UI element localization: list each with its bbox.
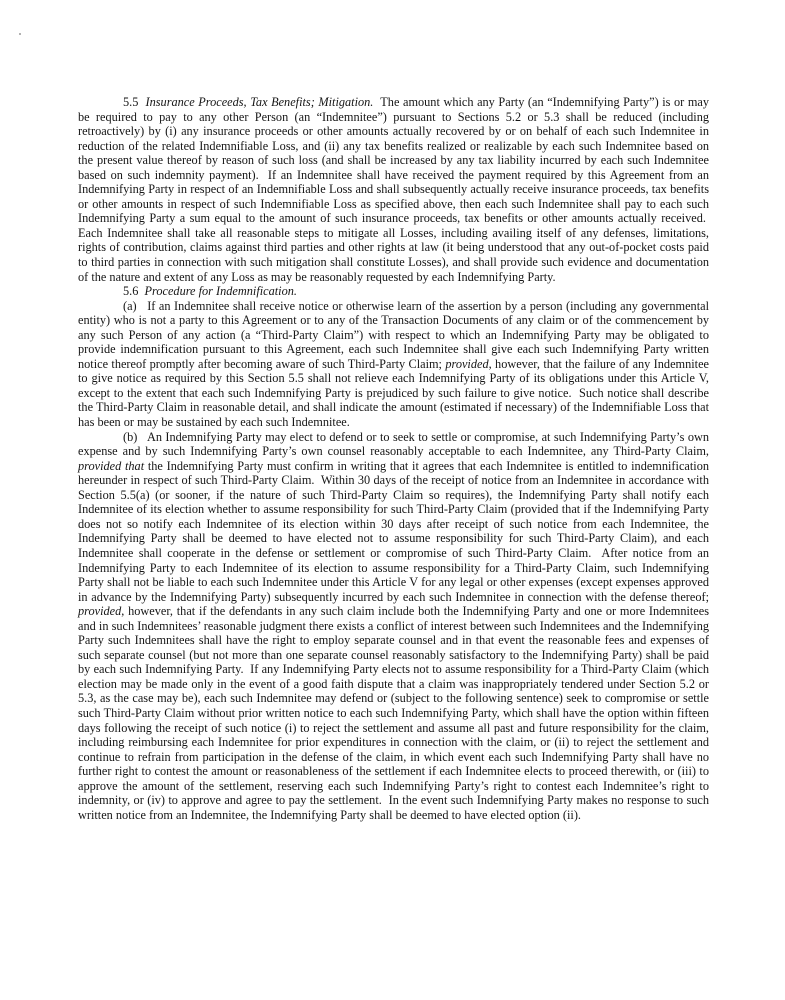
scan-artifact-dot	[19, 33, 21, 35]
document-text-block	[78, 95, 709, 822]
section-5-5-paragraph: 5.5 Insurance Proceeds, Tax Benefits; Mitigation. The amount which any Party (an “Indemnifying Party”) is or may be required to pay to any other Person (an “Indemnitee”) pursuant to Sections 5.2 or 5.3 shall be reduced (including retroactively) by (i) any insurance proceeds or other amounts actually recovered by or on behalf of each such Indemnitee in reduction of the related Indemnifiable Loss, and (ii) any tax benefits realized or realizable by each such Indemnitee based on the present value thereof by reason of such loss (and shall be increased by any tax liability incurred by each such Indemnitee based on such indemnity payment). If an Indemnitee shall have received the payment required by this Agreement from an Indemnifying Party in respect of an Indemnifiable Loss and shall subsequently actually receive insurance proceeds, tax benefits or other amounts in respect of such Indemnifiable Loss as specified above, then each such Indemnitee shall pay to each such Indemnifying Party a sum equal to the amount of such insurance proceeds, tax benefits or other amounts actually received. Each Indemnitee shall take all reasonable steps to mitigate all Losses, including availing itself of any defenses, limitations, rights of contribution, claims against third parties and other rights at law (it being understood that any out-of-pocket costs paid to third parties in connection with such mitigation shall constitute Losses), and shall provide such evidence and documentation of the nature and extent of any Loss as may be reasonably requested by each Indemnifying Party.	[78, 95, 709, 284]
paragraph-b: (b) An Indemnifying Party may elect to defend or to seek to settle or compromise, at such Indemnifying Party’s own expense and by such Indemnifying Party’s own counsel reasonably acceptable to each Indemnitee, any Third-Party Claim, provided that the Indemnifying Party must confirm in writing that it agrees that each Indemnitee is entitled to indemnification hereunder in respect of such Third-Party Claim. Within 30 days of the receipt of notice from an Indemnitee in accordance with Section 5.5(a) (or sooner, if the nature of such Third-Party Claim so requires), the Indemnifying Party shall notify each Indemnitee of its election whether to assume responsibility for such Third-Party Claim (provided that if the Indemnifying Party does not so notify each Indemnitee of its election within 30 days after receipt of such notice from each Indemnitee, the Indemnifying Party shall be deemed to have elected not to assume responsibility for such Third-Party Claim), and each Indemnitee shall cooperate in the defense or settlement or compromise of such Third-Party Claim. After notice from an Indemnifying Party to each Indemnitee of its election to assume responsibility for a Third-Party Claim, such Indemnifying Party shall not be liable to each such Indemnitee under this Article V for any legal or other expenses (except expenses approved in advance by the Indemnifying Party) subsequently incurred by each such Indemnitee in connection with the defense thereof; provided, however, that if the defendants in any such claim include both the Indemnifying Party and one or more Indemnitees and in such Indemnitees’ reasonable judgment there exists a conflict of interest between such Indemnitees and the Indemnifying Party such Indemnitees shall have the right to employ separate counsel and in that event the reasonable fees and expenses of such separate counsel (but not more than one separate counsel reasonably satisfactory to the Indemnifying Party) shall be paid by each such Indemnifying Party. If any Indemnifying Party elects not to assume responsibility for a Third-Party Claim (which election may be made only in the event of a good faith dispute that a claim was inappropriately tendered under Section 5.2 or 5.3, as the case may be), each such Indemnitee may defend or (subject to the following sentence) seek to compromise or settle such Third-Party Claim without prior written notice to each such Indemnifying Party, which shall have the option within fifteen days following the receipt of such notice (i) to reject the settlement and assume all past and future responsibility for the claim, including reimbursing each Indemnitee for prior expenditures in connection with the claim, or (ii) to reject the settlement and continue to refrain from participation in the defense of the claim, in which event each such Indemnifying Party shall have no further right to contest the amount or reasonableness of the settlement if each Indemnitee elects to proceed therewith, or (iii) to approve the amount of the settlement, reserving each such Indemnifying Party’s right to contest each Indemnitee’s right to indemnity, or (iv) to approve and agree to pay the settlement. In the event such Indemnifying Party makes no response to such written notice from an Indemnitee, the Indemnifying Party shall be deemed to have elected option (ii).	[78, 429, 709, 822]
section-5-6-heading: 5.6 Procedure for Indemnification.	[123, 284, 297, 299]
paragraph-a: (a) If an Indemnitee shall receive notice or otherwise learn of the assertion by a person (including any governmental entity) who is not a party to this Agreement or to any of the Transaction Documents of any claim or of the commencement by any such Person of any action (a “Third-Party Claim”) with respect to which an Indemnifying Party may be obligated to provide indemnification pursuant to this Agreement, each such Indemnitee shall give each such Indemnifying Party written notice thereof promptly after becoming aware of such Third-Party Claim; provided, however, that the failure of any Indemnitee to give notice as required by this Section 5.5 shall not relieve each Indemnifying Party of its obligations under this Article V, except to the extent that each such Indemnifying Party is prejudiced by such failure to give notice. Such notice shall describe the Third-Party Claim in reasonable detail, and shall indicate the amount (estimated if necessary) of the Indemnifiable Loss that has been or may be sustained by each such Indemnitee.	[78, 298, 709, 430]
